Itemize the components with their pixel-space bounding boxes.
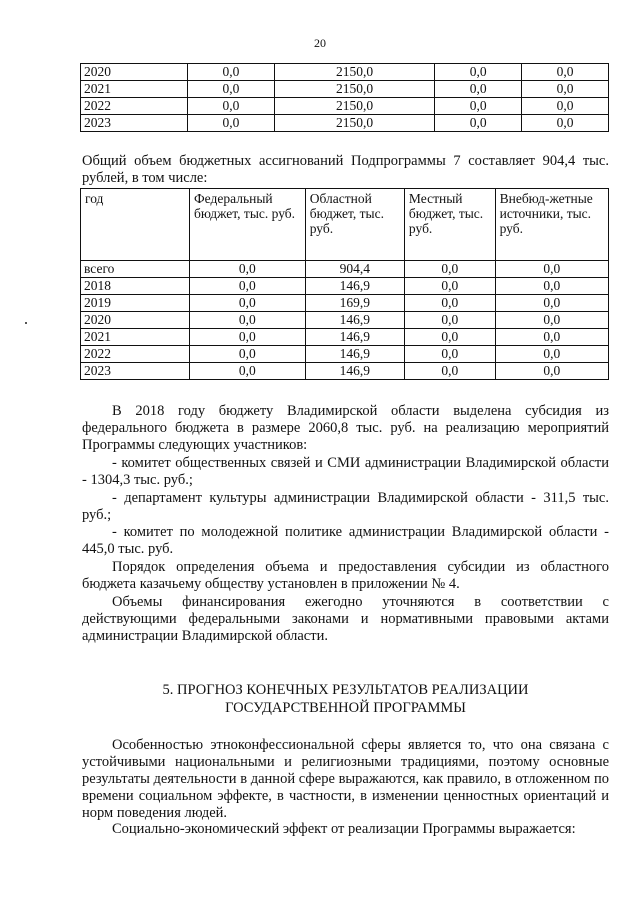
table-cell: 0,0 — [188, 98, 275, 115]
table-cell: 0,0 — [404, 346, 495, 363]
table-cell: 0,0 — [495, 295, 608, 312]
table-cell: 2023 — [81, 363, 190, 380]
table-cell: 0,0 — [435, 98, 522, 115]
budget-table-subprogram-7 — [80, 188, 609, 380]
table-row — [81, 81, 609, 98]
table-cell: 0,0 — [435, 81, 522, 98]
table-cell: 146,9 — [305, 329, 404, 346]
paragraph-socioeconomic-effect: Социально-экономический эффект от реализации Программы выражается: — [112, 821, 576, 837]
table-header-row — [81, 189, 609, 261]
table-cell: 2150,0 — [274, 64, 434, 81]
table-cell: 0,0 — [190, 329, 306, 346]
table-cell: 0,0 — [495, 278, 608, 295]
table-cell: 0,0 — [190, 278, 306, 295]
table-cell: 2020 — [81, 312, 190, 329]
table-cell: 0,0 — [435, 115, 522, 132]
table-row — [81, 295, 609, 312]
table-row — [81, 261, 609, 278]
table-cell: 146,9 — [305, 312, 404, 329]
table-cell: 0,0 — [495, 261, 608, 278]
table-cell: 0,0 — [495, 329, 608, 346]
table-cell: 2020 — [81, 64, 188, 81]
table-cell: 0,0 — [495, 312, 608, 329]
budget-table-continuation — [80, 63, 609, 132]
table-cell: 0,0 — [522, 98, 609, 115]
column-header-local: Местный бюджет, тыс. руб. — [404, 189, 495, 261]
table-cell: 0,0 — [404, 295, 495, 312]
section-heading-line-2: ГОСУДАРСТВЕННОЙ ПРОГРАММЫ — [225, 700, 466, 716]
table-cell: 2021 — [81, 329, 190, 346]
paragraph-funding-volumes: Объемы финансирования ежегодно уточняются в соответствии с действующими федеральными законами и нормативными правовыми актами администрации Владимирской области. — [82, 594, 609, 644]
paragraph-participant-1: - комитет общественных связей и СМИ администрации Владимирской области - 1304,3 тыс. руб.; — [82, 455, 609, 488]
table-cell: 2023 — [81, 115, 188, 132]
table-row — [81, 346, 609, 363]
section-heading-line-1: 5. ПРОГНОЗ КОНЕЧНЫХ РЕЗУЛЬТАТОВ РЕАЛИЗАЦИИ — [162, 682, 529, 698]
table-cell: всего — [81, 261, 190, 278]
table-cell: 0,0 — [435, 64, 522, 81]
table-cell: 904,4 — [305, 261, 404, 278]
paragraph-participant-3: - комитет по молодежной политике администрации Владимирской области - 445,0 тыс. руб. — [82, 524, 609, 557]
table-cell: 0,0 — [522, 81, 609, 98]
table-row — [81, 312, 609, 329]
table-cell: 0,0 — [190, 312, 306, 329]
table-cell: 2021 — [81, 81, 188, 98]
paragraph-subsidy: В 2018 году бюджету Владимирской области выделена субсидия из федерального бюджета в размере 2060,8 тыс. руб. на реализацию мероприятий Программы следующих участников: — [82, 403, 609, 453]
table-cell: 0,0 — [522, 64, 609, 81]
column-header-federal: Федеральный бюджет, тыс. руб. — [190, 189, 306, 261]
table-cell: 0,0 — [404, 261, 495, 278]
table-cell: 0,0 — [188, 81, 275, 98]
table-row — [81, 115, 609, 132]
table-cell: 0,0 — [404, 329, 495, 346]
table-cell: 146,9 — [305, 346, 404, 363]
table-cell: 2022 — [81, 346, 190, 363]
page-number: 20 — [314, 36, 326, 50]
table-cell: 0,0 — [495, 363, 608, 380]
table-row — [81, 64, 609, 81]
table-cell: 0,0 — [404, 278, 495, 295]
intro-text: Общий объем бюджетных ассигнований Подпрограммы 7 составляет 904,4 тыс. рублей, в том числе: — [82, 153, 609, 186]
table-cell: 2150,0 — [274, 115, 434, 132]
table-cell: 0,0 — [190, 346, 306, 363]
paragraph-ethnoconfessional: Особенностью этноконфессиональной сферы является то, что она связана с устойчивыми национальными и религиозными традициями, поэтому основные результаты деятельности в данной сфере выражаются, как правило, в отложенном по времени социальном эффекте, в частности, в изменении ценностных ориентаций и норм поведения людей. — [82, 737, 609, 821]
column-header-year: год — [81, 189, 190, 261]
scan-speck — [25, 322, 27, 324]
table-cell: 146,9 — [305, 363, 404, 380]
table-cell: 0,0 — [404, 312, 495, 329]
table-cell: 0,0 — [190, 363, 306, 380]
table-cell: 2022 — [81, 98, 188, 115]
table-cell: 2150,0 — [274, 81, 434, 98]
table-cell: 0,0 — [190, 295, 306, 312]
table-row — [81, 363, 609, 380]
paragraph-participant-2: - департамент культуры администрации Владимирской области - 311,5 тыс. руб.; — [82, 490, 609, 523]
table-cell: 0,0 — [190, 261, 306, 278]
table-row — [81, 98, 609, 115]
table-cell: 0,0 — [495, 346, 608, 363]
table-row — [81, 329, 609, 346]
table-cell: 169,9 — [305, 295, 404, 312]
paragraph-subsidy-procedure: Порядок определения объема и предоставления субсидии из областного бюджета казачьему обществу установлен в приложении № 4. — [82, 559, 609, 592]
column-header-regional: Областной бюджет, тыс. руб. — [305, 189, 404, 261]
table-cell: 0,0 — [522, 115, 609, 132]
table-cell: 2018 — [81, 278, 190, 295]
table-cell: 2019 — [81, 295, 190, 312]
column-header-extrabudget: Внебюд-жетные источники, тыс. руб. — [495, 189, 608, 261]
table-row — [81, 278, 609, 295]
table-cell: 0,0 — [188, 64, 275, 81]
table-cell: 146,9 — [305, 278, 404, 295]
table-cell: 2150,0 — [274, 98, 434, 115]
table-cell: 0,0 — [404, 363, 495, 380]
table-cell: 0,0 — [188, 115, 275, 132]
